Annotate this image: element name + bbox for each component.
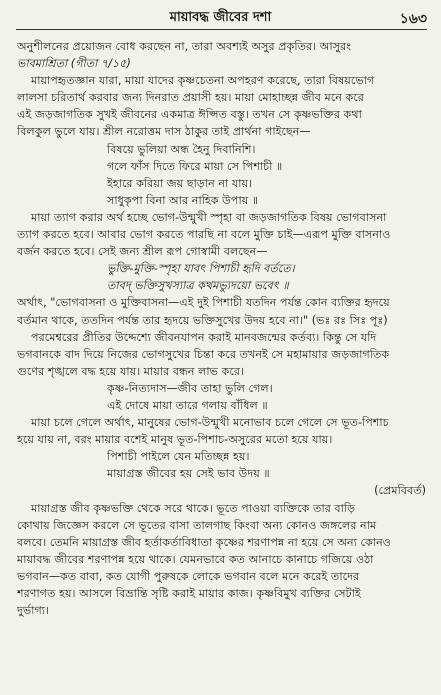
verse-line: বিষয়ে ভুলিয়া অন্ধ হৈনু দিবানিশি। bbox=[107, 142, 256, 156]
text-line: বলবে। তেমনি মায়াগ্রস্ত জীব হর্তাকর্তাবিধাতা কৃষ্ণের শরণাপন্ন না হয়ে সে অন্য কোনও bbox=[17, 535, 392, 549]
text-line: ভগবান—কত বাবা, কত যোগী পুরুষকে লোকে ভগবান বলে মনে করেই তাদের bbox=[17, 569, 360, 583]
text-line: দুর্ভাগ্য। bbox=[17, 604, 50, 618]
text-line: শরণাগত হয়। আসলে বিভ্রান্তি সৃষ্টি করাই মায়ার কাজ। কৃষ্ণবিমুখ ব্যক্তির সেটাই bbox=[17, 587, 361, 600]
text-line: মায়াপহৃতজ্ঞান যারা, মায়া যাদের কৃষ্ণচেতনা অপহরণ করেছে, তারা বিষয়ভোগ bbox=[31, 74, 375, 88]
running-header bbox=[0, 7, 441, 29]
text-line: গুণের শৃঙ্খলে বদ্ধ হয়ে যায়। মায়ার বন্ধন লাভ করে। bbox=[17, 364, 245, 378]
verse-line: গলে ফাঁস দিতে ফিরে মায়া সে পিশাচী ॥ bbox=[107, 159, 283, 173]
text-line: ভাবমাশ্রিতা (গীতা ৭/১৫) bbox=[17, 57, 131, 71]
chapter-title: মায়াবদ্ধ জীবের দশা bbox=[169, 10, 272, 25]
text-line: হয়ে যায় না, বরং মায়ার বশেই মানুষ ভূত-পিশাচ-অসুরের মতো হয়ে যায়। bbox=[17, 433, 333, 447]
text-line: মায়া চলে গেলে অর্থাৎ, মানুষের ভোগ-উন্মুখী মনোভাব চলে গেলে সে ভূত-পিশাচ bbox=[31, 416, 389, 430]
text-line: মায়া ত্যাগ করার অর্থ হচ্ছে ভোগ-উন্মুখী স্পৃহা বা জড়জাগতিক বিষয় ভোগবাসনা bbox=[31, 210, 387, 224]
text-line: লালসা চরিতার্থ করবার জন্য দিনরাত প্রয়াসী হয়। মায়া মোহাচ্ছন্ন জীব মনে করে bbox=[17, 91, 364, 105]
text-line: এই জড়জাগতিক সুখই জীবনের একমাত্র ঈপ্সিত বস্তু। তখন সে কৃষ্ণভক্তির কথা bbox=[17, 108, 362, 122]
body-text bbox=[17, 38, 428, 619]
verse-line: কৃষ্ণ-নিত্যদাস—জীব তাহা ভুলি গেল। bbox=[107, 381, 273, 395]
verse-line: সাধুকৃপা বিনা আর নাহিক উপায় ॥ bbox=[107, 193, 259, 207]
text-line: ত্যাগ করতে হবে। আবার ভোগ করতে পারছি না বলে মুক্তি চাই—এরূপ মুক্তি বাসনাও bbox=[17, 228, 391, 242]
text-line: পরমেশ্বরের প্রীতির উদ্দেশ্যে জীবনযাপন করাই মানবজন্মের কর্তব্য। কিন্তু সে যদি bbox=[31, 330, 377, 344]
text-line: বর্তমান থাকে, ততদিন পর্যন্ত তার হৃদয়ে ভক্তিসুখের উদয় হবে না।" (ভঃ রঃ সিঃ পূঃ) bbox=[17, 313, 388, 327]
text-line: বিলকুল ভুলে যায়। শ্রীল নরোত্তম দাস ঠাকুর তাই প্রার্থনা গাইছেন— bbox=[17, 125, 311, 139]
text-line: ভগবানকে বাদ দিয়ে নিজের ভোগসুখের চিন্তা করে তখনই সে মহামায়ার জড়জাগতিক bbox=[17, 347, 390, 361]
text-line: অনুশীলনের প্রয়োজন বোধ করছেন না, তারা অবশ্যই অসুর প্রকৃতির। আসুরং bbox=[17, 40, 352, 53]
verse-line: তাবদ্ ভক্তিসুখস্যাত্র কথমভ্যুদয়ো ভবেৎ ॥ bbox=[107, 279, 289, 293]
verse-line: পিশাচী পাইলে যেন মতিচ্ছন্ন হয়। bbox=[107, 450, 250, 464]
verse-line: ভুক্তি-মুক্তি-স্পৃহা যাবৎ পিশাচী হৃদি বর্ততে। bbox=[107, 262, 295, 276]
verse-line: ইহারে করিয়া জয় ছাড়ান না যায়। bbox=[107, 176, 253, 190]
header-rule bbox=[16, 29, 427, 30]
verse-line: এই দোষে মায়া তারে গলায় বাঁধিল ॥ bbox=[107, 398, 268, 412]
text-line: (প্রেমবিবর্ত) bbox=[374, 484, 426, 498]
page-number: ১৬৩ bbox=[399, 11, 427, 27]
verse-line: মায়াগ্রস্ত জীবের হয় সেই ভাব উদয় ॥ bbox=[107, 467, 270, 481]
text-line: মায়াবদ্ধ জীবের শরণাপন্ন হয়ে থাকে। যেমনভাবে কত আনাচে কানাচে গজিয়ে ওঠা bbox=[17, 552, 374, 566]
text-line: কোথায় জিজ্ঞেস করলে সে ভূতের বাসা তালগাছ কিংবা অন্য কোনও জঙ্গলের নাম bbox=[17, 518, 377, 532]
text-line: বর্জন করতে হবে। সেই জন্য শ্রীল রূপ গোস্বামী বলছেন— bbox=[17, 245, 268, 259]
text-line: অর্থাৎ, "ভোগবাসনা ও মুক্তিবাসনা—এই দুই পিশাচী যতদিন পর্যন্ত কোন ব্যক্তির হৃদয়ে bbox=[17, 296, 390, 310]
text-line: মায়াগ্রস্ত জীব কৃষ্ণভক্তি থেকে সরে থাকে। ভূতে পাওয়া ব্যক্তিকে তার বাড়ি bbox=[31, 501, 356, 515]
